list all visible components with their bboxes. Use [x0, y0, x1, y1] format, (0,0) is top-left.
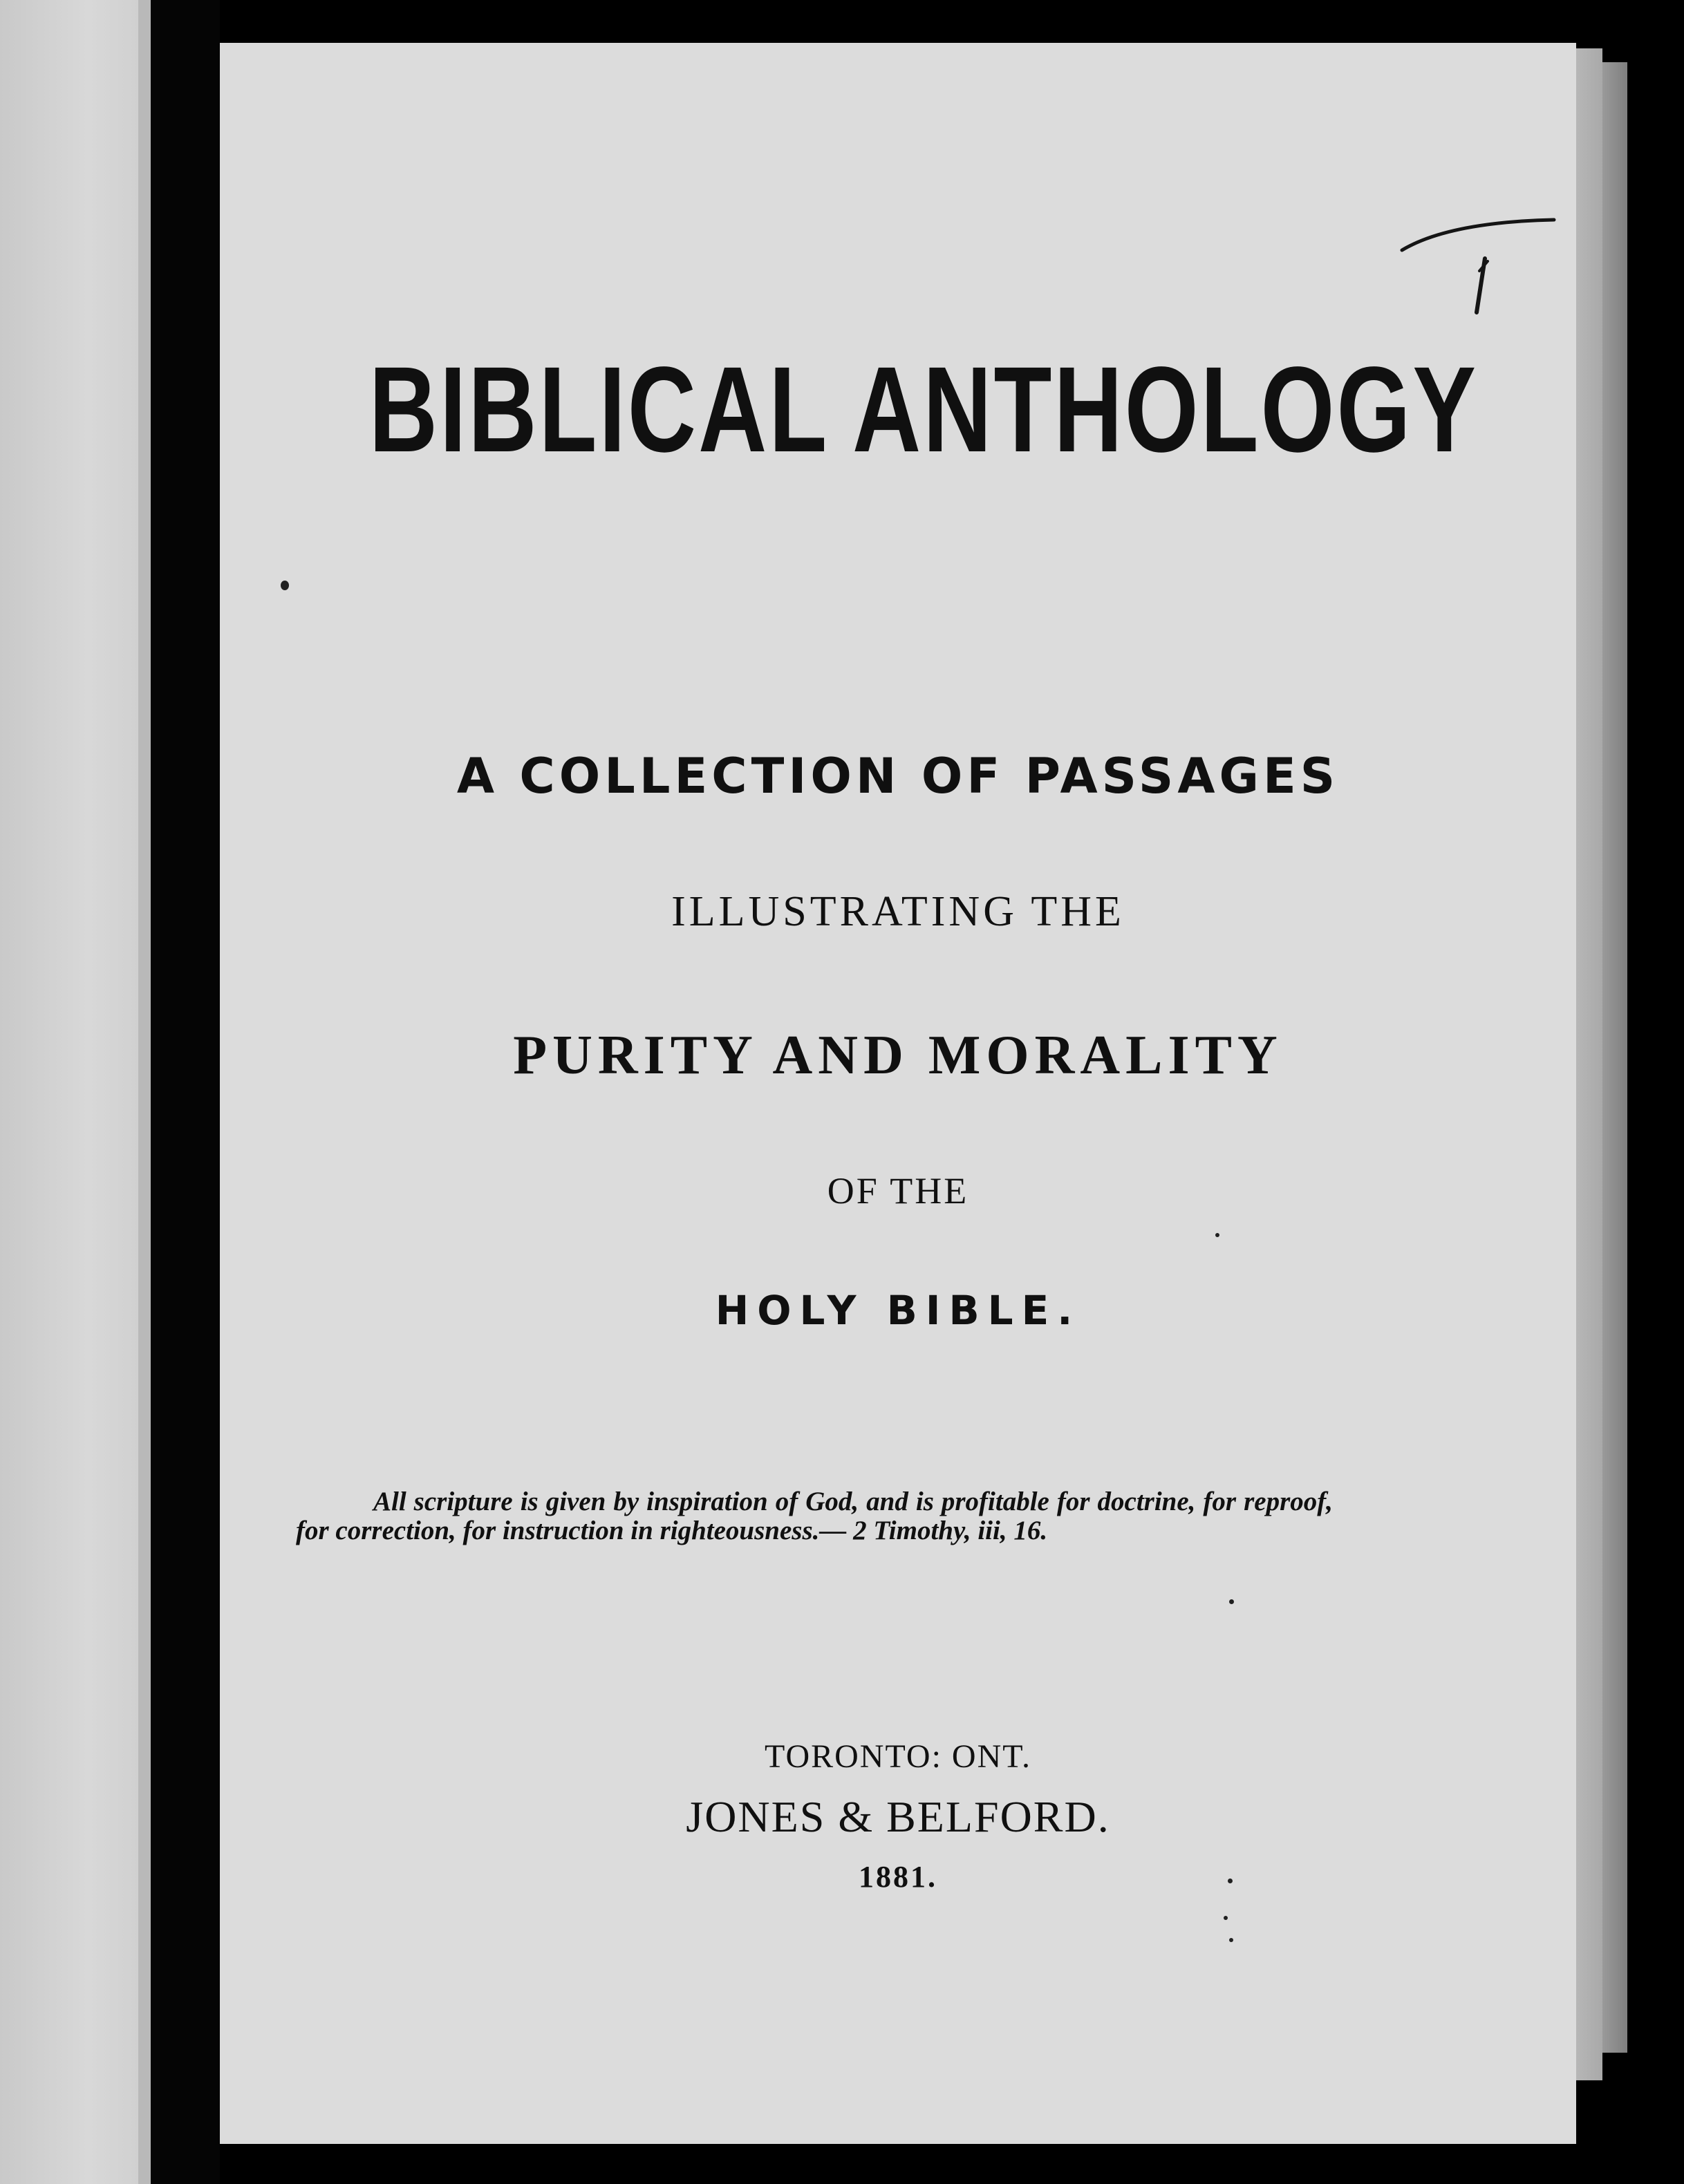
- subtitle-line-1: A COLLECTION OF PASSAGES: [456, 748, 1340, 804]
- handwritten-mark: [1381, 181, 1561, 333]
- ink-speck: [1228, 1879, 1233, 1883]
- epigraph-quote: All scripture is given by inspiration of God, and is profitable for doctrine, for reproof, for correction, for instruction in righteousness.— 2 Timothy, iii, 16.: [296, 1487, 1333, 1545]
- subtitle-line-4: OF THE: [827, 1170, 969, 1212]
- subtitle-line-5: HOLY BIBLE.: [715, 1287, 1081, 1334]
- imprint-year: 1881.: [859, 1860, 937, 1894]
- subtitle-line-3: PURITY AND MORALITY: [513, 1025, 1283, 1086]
- title-page: [220, 43, 1576, 2144]
- facing-page-edge: [0, 0, 147, 2184]
- book-title: BIBLICAL ANTHOLOGY: [368, 342, 1479, 478]
- ink-speck: [1229, 1938, 1233, 1942]
- ink-speck: [281, 581, 289, 590]
- subtitle-line-2: ILLUSTRATING THE: [671, 888, 1125, 935]
- ink-speck: [1229, 1599, 1234, 1604]
- ink-speck: [1215, 1233, 1219, 1237]
- book-gutter: [151, 0, 220, 2184]
- imprint-publisher: JONES & BELFORD.: [686, 1792, 1110, 1841]
- imprint-place: TORONTO: ONT.: [765, 1738, 1031, 1775]
- fore-edge-shadow: [1602, 62, 1627, 2053]
- ink-speck: [1224, 1916, 1228, 1920]
- facing-page-shadow: [138, 0, 151, 2184]
